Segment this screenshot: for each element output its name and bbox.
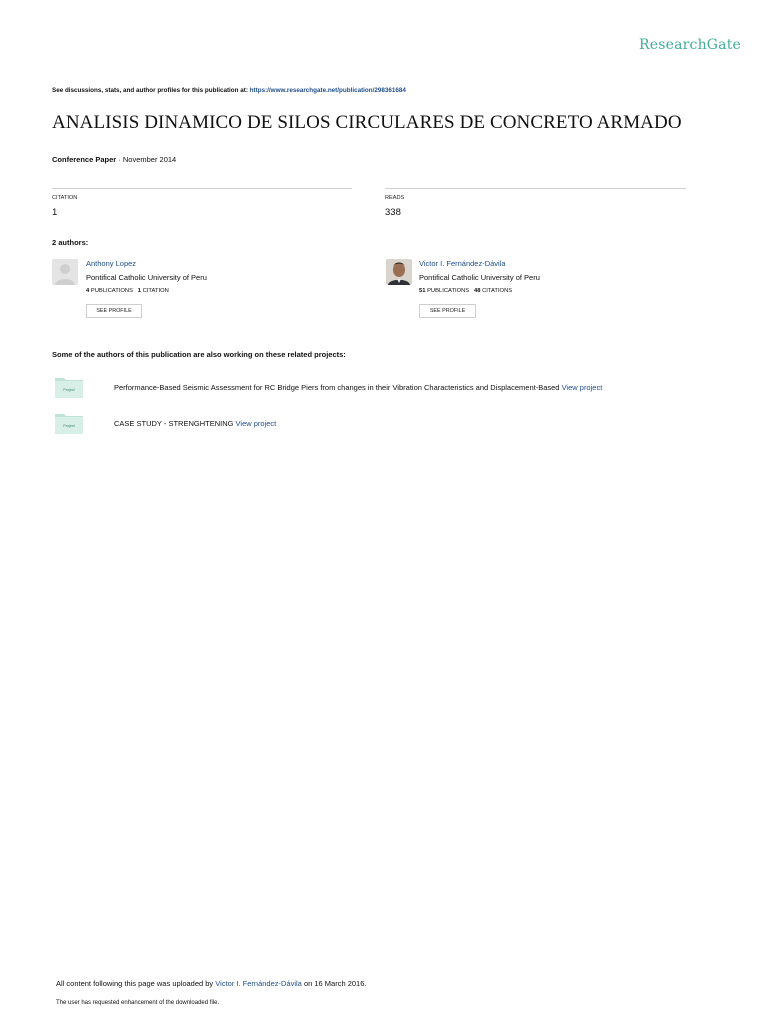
researchgate-logo[interactable]: ResearchGate bbox=[639, 37, 742, 53]
reads-divider bbox=[385, 188, 686, 189]
see-profile-button[interactable]: SEE PROFILE bbox=[419, 304, 476, 318]
publication-type-line bbox=[52, 155, 176, 164]
citation-count: 1 bbox=[52, 207, 58, 218]
project-icon-label: Project bbox=[63, 388, 75, 392]
reads-label: READS bbox=[385, 195, 405, 201]
discussion-note-text: See discussions, stats, and author profiles for this publication at: bbox=[52, 87, 248, 94]
author-photo[interactable] bbox=[386, 259, 412, 285]
upload-note bbox=[56, 979, 367, 988]
citations-count: 1 bbox=[137, 288, 142, 294]
authors-heading: 2 authors: bbox=[52, 238, 89, 247]
project-folder-icon[interactable] bbox=[55, 376, 83, 396]
publication-title: ANALISIS DINAMICO DE SILOS CIRCULARES DE CONCRETO ARMADO bbox=[52, 112, 682, 133]
citations-label: CITATIONS bbox=[480, 288, 513, 294]
author-name-link[interactable]: Victor I. Fernández-Dávila bbox=[419, 259, 506, 268]
publications-label: PUBLICATIONS bbox=[89, 288, 133, 294]
publication-url-link[interactable]: https://www.researchgate.net/publication/298361684 bbox=[249, 87, 406, 94]
author-institution: Pontifical Catholic University of Peru bbox=[419, 273, 540, 282]
project-folder-icon[interactable] bbox=[55, 412, 83, 432]
project-icon-label: Project bbox=[63, 424, 75, 428]
author-institution: Pontifical Catholic University of Peru bbox=[86, 273, 207, 282]
publication-type: Conference Paper bbox=[52, 155, 117, 164]
reads-count: 338 bbox=[385, 207, 401, 218]
uploader-link[interactable]: Victor I. Fernández-Dávila bbox=[215, 979, 302, 988]
citation-label: CITATION bbox=[52, 195, 78, 201]
author-name-link[interactable]: Anthony Lopez bbox=[86, 259, 137, 268]
citation-divider bbox=[52, 188, 352, 189]
citations-label: CITATION bbox=[141, 288, 169, 294]
related-projects-heading: Some of the authors of this publication are also working on these related projects: bbox=[52, 350, 346, 359]
project-title: Performance-Based Seismic Assessment for RC Bridge Piers from changes in their Vibration Characteristics and Displacement-Based bbox=[114, 383, 562, 392]
project-item bbox=[114, 383, 602, 392]
see-profile-button[interactable]: SEE PROFILE bbox=[86, 304, 142, 318]
author-stats bbox=[86, 288, 169, 294]
discussion-note bbox=[52, 87, 406, 94]
citations-count: 48 bbox=[474, 288, 481, 294]
author-stats bbox=[419, 288, 512, 294]
publications-count: 51 bbox=[419, 288, 426, 294]
project-title: CASE STUDY - STRENGHTENING bbox=[114, 419, 236, 428]
publications-count: 4 bbox=[86, 288, 90, 294]
view-project-link[interactable]: View project bbox=[235, 419, 277, 428]
upload-note-suffix: on 16 March 2016. bbox=[301, 979, 367, 988]
enhancement-note: The user has requested enhancement of the downloaded file. bbox=[56, 1000, 220, 1006]
publication-date: · November 2014 bbox=[116, 155, 177, 164]
view-project-link[interactable]: View project bbox=[561, 383, 603, 392]
project-item bbox=[114, 419, 276, 428]
avatar-placeholder-icon[interactable] bbox=[52, 259, 78, 285]
publications-label: PUBLICATIONS bbox=[425, 288, 470, 294]
upload-note-prefix: All content following this page was uploaded by bbox=[56, 979, 216, 988]
